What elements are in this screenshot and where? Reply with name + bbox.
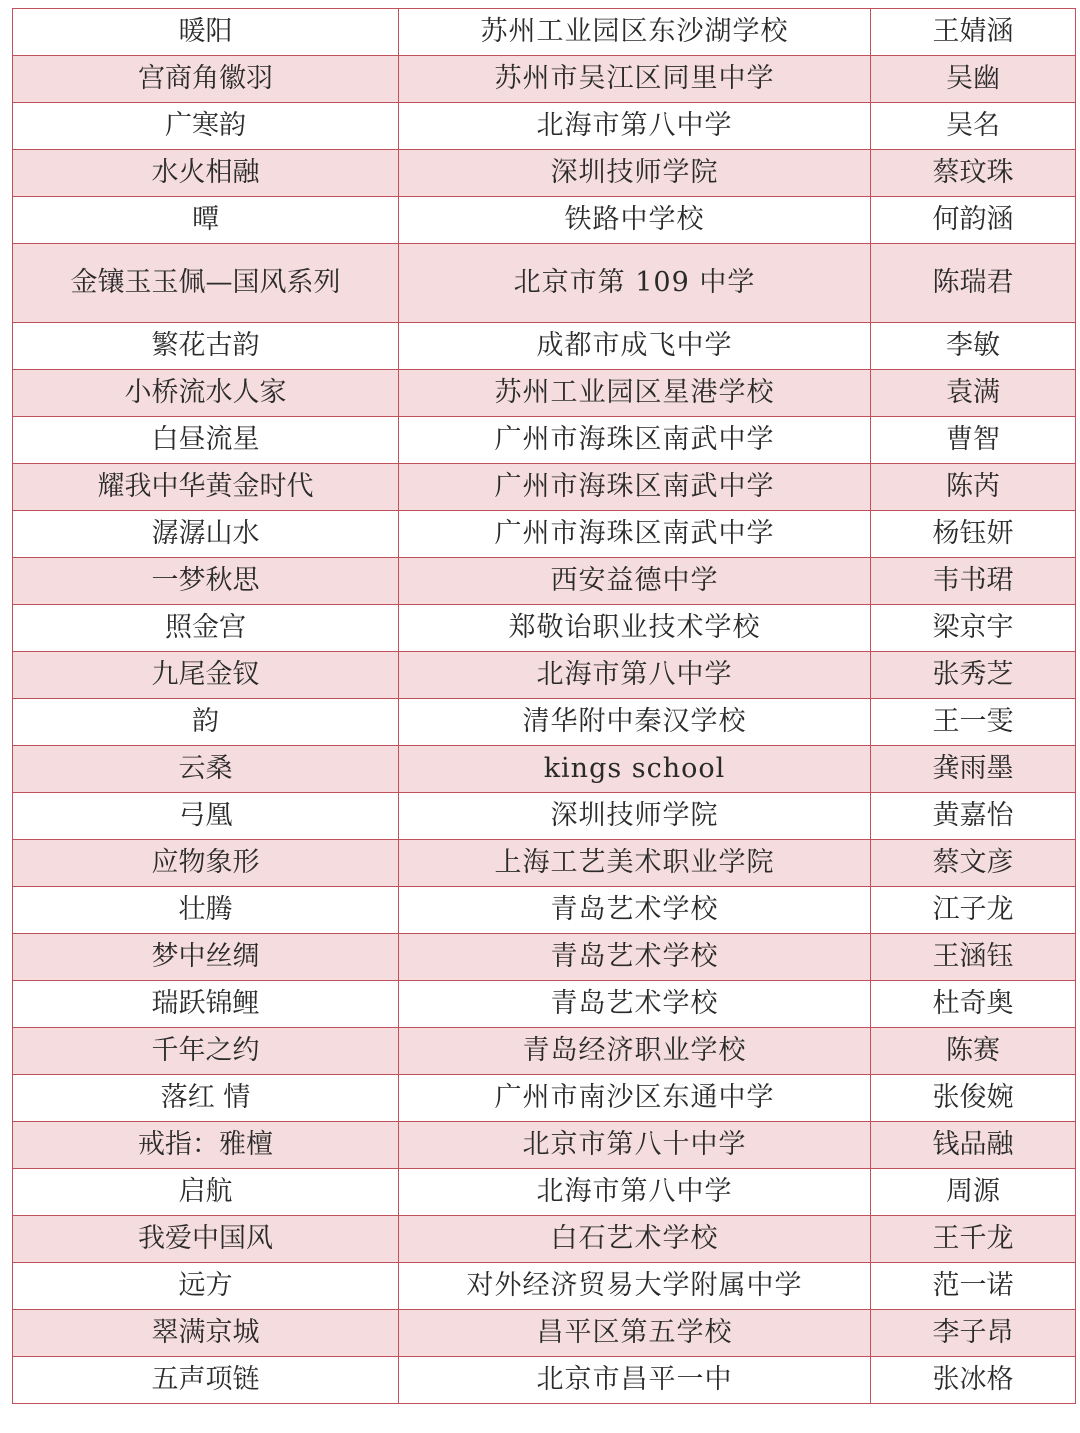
table-row [13,1263,1076,1310]
author-cell: 韦书珺 [871,558,1076,605]
work-title-cell: 暖阳 [13,9,399,56]
school-cell: 青岛经济职业学校 [399,1028,871,1075]
work-title-cell: 广寒韵 [13,103,399,150]
author-cell: 李子昂 [871,1310,1076,1357]
author-cell: 张俊婉 [871,1075,1076,1122]
author-cell: 王涵钰 [871,934,1076,981]
table-row [13,56,1076,103]
table-row [13,150,1076,197]
table-row [13,417,1076,464]
school-cell: 青岛艺术学校 [399,981,871,1028]
author-cell: 曹智 [871,417,1076,464]
school-cell: 广州市南沙区东通中学 [399,1075,871,1122]
school-cell: 北京市第八十中学 [399,1122,871,1169]
table-row [13,1169,1076,1216]
school-cell: 北海市第八中学 [399,652,871,699]
author-cell: 杜奇奥 [871,981,1076,1028]
table-row [13,699,1076,746]
school-cell: 郑敬诒职业技术学校 [399,605,871,652]
author-cell: 张冰格 [871,1357,1076,1404]
table-row [13,793,1076,840]
school-cell: 广州市海珠区南武中学 [399,464,871,511]
table-row [13,511,1076,558]
table-row [13,9,1076,56]
school-cell: 北京市昌平一中 [399,1357,871,1404]
school-cell: 苏州工业园区星港学校 [399,370,871,417]
work-title-cell: 曋 [13,197,399,244]
work-title-cell: 我爱中国风 [13,1216,399,1263]
school-cell: 西安益德中学 [399,558,871,605]
author-cell: 蔡玟珠 [871,150,1076,197]
author-cell: 陈芮 [871,464,1076,511]
table-row [13,1310,1076,1357]
work-title-cell: 五声项链 [13,1357,399,1404]
award-list-table [12,8,1076,1404]
table-row [13,1075,1076,1122]
table-row [13,1122,1076,1169]
school-cell: 深圳技师学院 [399,150,871,197]
work-title-cell: 远方 [13,1263,399,1310]
author-cell: 何韵涵 [871,197,1076,244]
work-title-cell: 照金宫 [13,605,399,652]
school-cell: 昌平区第五学校 [399,1310,871,1357]
author-cell: 江子龙 [871,887,1076,934]
author-cell: 王一雯 [871,699,1076,746]
work-title-cell: 白昼流星 [13,417,399,464]
work-title-cell: 应物象形 [13,840,399,887]
author-cell: 龚雨墨 [871,746,1076,793]
award-list-body [13,9,1076,1404]
table-row [13,464,1076,511]
table-row [13,746,1076,793]
table-row [13,1357,1076,1404]
school-cell: 白石艺术学校 [399,1216,871,1263]
table-row [13,197,1076,244]
work-title-cell: 九尾金钗 [13,652,399,699]
table-row [13,605,1076,652]
author-cell: 吴名 [871,103,1076,150]
work-title-cell: 繁花古韵 [13,323,399,370]
work-title-cell: 瑞跃锦鲤 [13,981,399,1028]
work-title-cell: 云桑 [13,746,399,793]
table-row [13,370,1076,417]
author-cell: 梁京宇 [871,605,1076,652]
work-title-cell: 梦中丝绸 [13,934,399,981]
table-row [13,934,1076,981]
school-cell: 铁路中学校 [399,197,871,244]
author-cell: 杨钰妍 [871,511,1076,558]
school-cell: 北海市第八中学 [399,1169,871,1216]
author-cell: 钱品融 [871,1122,1076,1169]
school-cell: 青岛艺术学校 [399,887,871,934]
work-title-cell: 一梦秋思 [13,558,399,605]
school-cell: kings school [399,746,871,793]
work-title-cell: 启航 [13,1169,399,1216]
school-cell: 北京市第 109 中学 [399,244,871,323]
work-title-cell: 宫商角徽羽 [13,56,399,103]
work-title-cell: 翠满京城 [13,1310,399,1357]
school-cell: 深圳技师学院 [399,793,871,840]
school-cell: 苏州市吴江区同里中学 [399,56,871,103]
school-cell: 对外经济贸易大学附属中学 [399,1263,871,1310]
author-cell: 吴幽 [871,56,1076,103]
table-row [13,840,1076,887]
school-cell: 北海市第八中学 [399,103,871,150]
work-title-cell: 耀我中华黄金时代 [13,464,399,511]
author-cell: 李敏 [871,323,1076,370]
work-title-cell: 金镶玉玉佩—国风系列 [13,244,399,323]
table-row [13,887,1076,934]
author-cell: 王婧涵 [871,9,1076,56]
table-row [13,1216,1076,1263]
school-cell: 上海工艺美术职业学院 [399,840,871,887]
author-cell: 袁满 [871,370,1076,417]
work-title-cell: 潺潺山水 [13,511,399,558]
school-cell: 广州市海珠区南武中学 [399,417,871,464]
school-cell: 清华附中秦汉学校 [399,699,871,746]
work-title-cell: 壮腾 [13,887,399,934]
author-cell: 陈瑞君 [871,244,1076,323]
author-cell: 蔡文彦 [871,840,1076,887]
work-title-cell: 水火相融 [13,150,399,197]
work-title-cell: 弓凰 [13,793,399,840]
table-row [13,981,1076,1028]
author-cell: 黄嘉怡 [871,793,1076,840]
work-title-cell: 落红 情 [13,1075,399,1122]
author-cell: 张秀芝 [871,652,1076,699]
school-cell: 青岛艺术学校 [399,934,871,981]
author-cell: 范一诺 [871,1263,1076,1310]
table-row [13,1028,1076,1075]
table-row [13,652,1076,699]
table-row [13,558,1076,605]
work-title-cell: 韵 [13,699,399,746]
school-cell: 苏州工业园区东沙湖学校 [399,9,871,56]
table-row [13,103,1076,150]
work-title-cell: 戒指：雅檀 [13,1122,399,1169]
work-title-cell: 千年之约 [13,1028,399,1075]
author-cell: 陈赛 [871,1028,1076,1075]
work-title-cell: 小桥流水人家 [13,370,399,417]
table-row [13,323,1076,370]
table-row [13,244,1076,323]
author-cell: 王千龙 [871,1216,1076,1263]
school-cell: 成都市成飞中学 [399,323,871,370]
school-cell: 广州市海珠区南武中学 [399,511,871,558]
author-cell: 周源 [871,1169,1076,1216]
